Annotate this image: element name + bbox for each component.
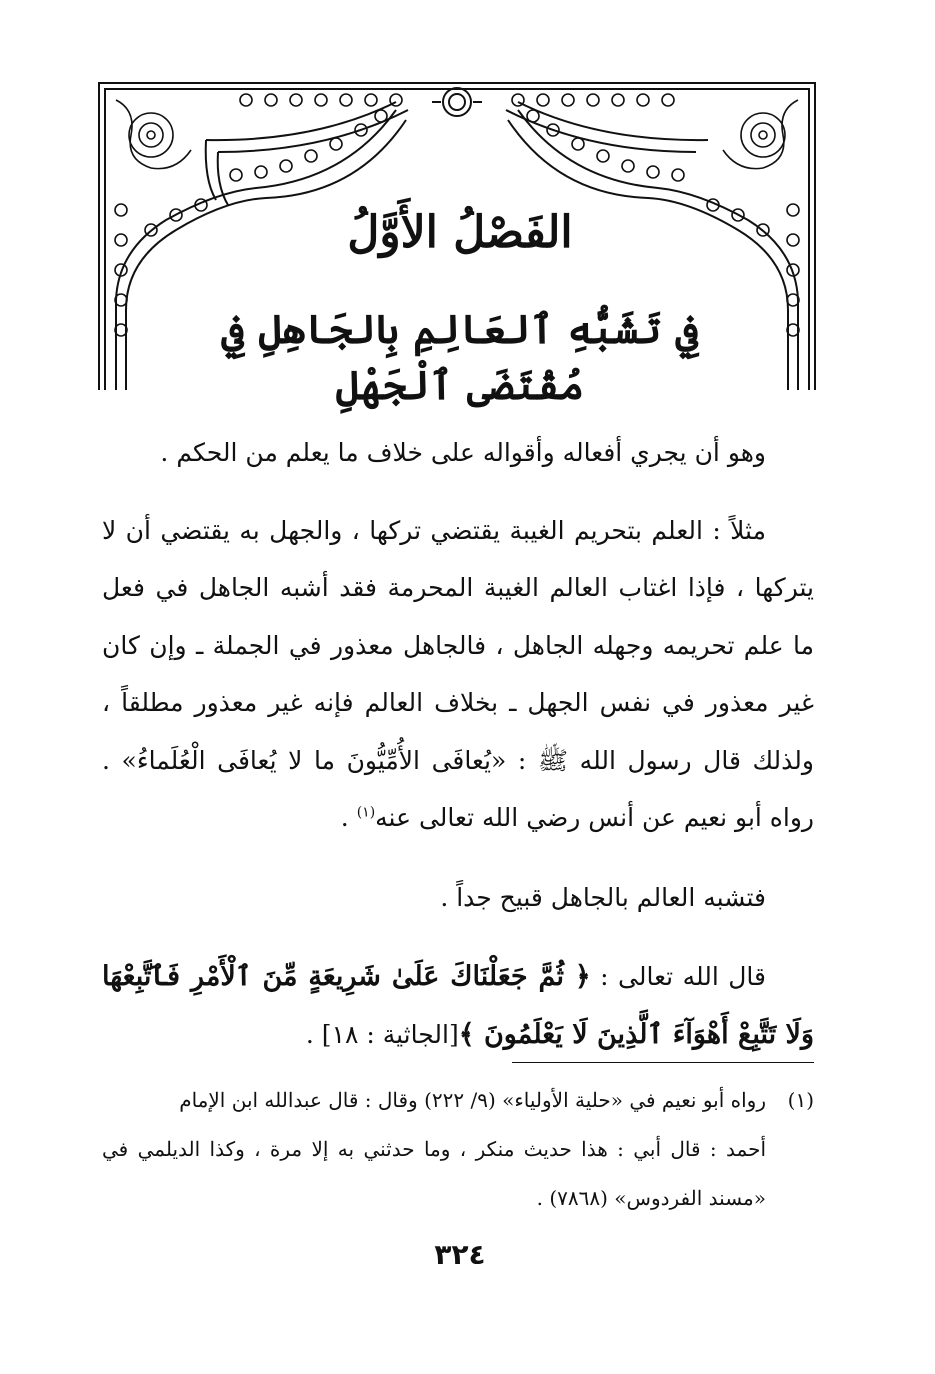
footnote-1-continued: أحمد : قال أبي : هذا حديث منكر ، وما حدثني به إلا مرة ، وكذا الديلمي في «مسند الفردوس» (٧٨٦٨) . (102, 1137, 766, 1210)
quran-verse: ﴿ ثُمَّ جَعَلْنَاكَ عَلَىٰ شَرِيعَةٍ مِّنَ ٱلْأَمْرِ فَٱتَّبِعْهَا وَلَا تَتَّبِعْ أَهْوَآءَ ٱلَّذِينَ لَا يَعْلَمُونَ ﴾ (102, 961, 814, 1050)
verse-reference: [الجاثية : ١٨] . (305, 1019, 459, 1049)
footnote-reference: (١) (356, 804, 376, 821)
chapter-subtitle: فِي تَشَبُّهِ ٱلعَالِمِ بِالجَاهِلِ فِي مُقْتَضَى ٱلْجَهْلِ (221, 306, 699, 409)
footnote-separator (512, 1062, 814, 1063)
verse-intro: قال الله تعالى : (590, 962, 767, 991)
footnotes (102, 1076, 814, 1223)
paragraph-1: وهو أن يجري أفعاله وأقواله على خلاف ما يعلم من الحكم . (160, 438, 766, 467)
main-text (102, 424, 814, 1063)
footnote-1 (102, 1076, 814, 1125)
paragraph-3: فتشبه العالم بالجاهل قبيح جداً . (440, 882, 766, 912)
paragraph-2 (102, 502, 814, 847)
footnote-number: (١) (787, 1088, 814, 1112)
page-number: ٣٢٤ (434, 1238, 486, 1271)
paragraph-2-text: مثلاً : العلم بتحريم الغيبة يقتضي تركها ، والجهل به يقتضي أن لا يتركها ، فإذا اغتاب العالم الغيبة المحرمة فقد أشبه الجاهل في فعل ما علم تحريمه وجهله الجاهل ، فالجاهل معذور في الجملة ـ وإن كان غير معذور في نفس الجهل ـ بخلاف العالم فإنه غير معذور مطلقاً ، ولذلك قال رسول الله ﷺ : «يُعافَى الأُمِّيُّونَ ما لا يُعافَى الْعُلَماءُ» . رواه أبو نعيم عن أنس رضي الله تعالى عنه (102, 515, 814, 832)
paragraph-4 (102, 948, 814, 1063)
paragraph-2-end: . (340, 803, 357, 832)
chapter-title: الفَصْلُ الأَوَّلُ (347, 207, 573, 258)
footnote-1-line: رواه أبو نعيم في «حلية الأولياء» (٩/ ٢٢٢) وقال : قال عبدالله ابن الإمام (179, 1088, 766, 1112)
